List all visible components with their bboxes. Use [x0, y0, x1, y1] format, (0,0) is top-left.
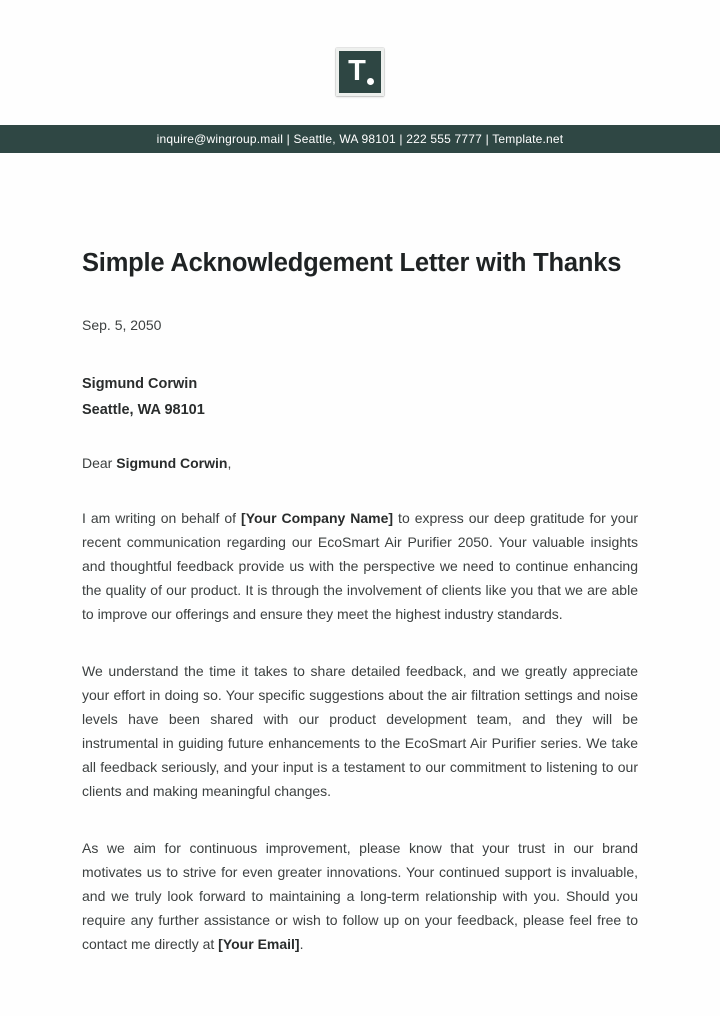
letter-body — [0, 249, 720, 1016]
letter-title: Simple Acknowledgement Letter with Thanks — [82, 249, 622, 277]
recipient-block — [82, 371, 638, 423]
salutation: Dear Sigmund Corwin, — [82, 455, 232, 472]
recipient-name: Sigmund Corwin — [82, 376, 198, 393]
logo-letter: T — [348, 54, 366, 87]
contact-line: inquire@wingroup.mail | Seattle, WA 98101 | 222 555 7777 | Template.net — [156, 132, 564, 146]
logo-dot-icon — [367, 78, 374, 85]
letter-paragraph-2: We understand the time it takes to share detailed feedback, and we greatly appreciate your effort in doing so. Your specific suggestions about the air filtration settings and noise levels have been shared with our product development team, and they will be instrumental in guiding future enhancements to the EcoSmart Air Purifier series. We take all feedback seriously, and your input is a testament to our commitment to listening to our clients and making meaningful changes. — [82, 663, 638, 800]
letter-paragraph-3: As we aim for continuous improvement, please know that your trust in our brand motivates us to strive for even greater innovations. Your continued support is invaluable, and we truly look forward to maintaining a long-term relationship with you. Should you require any further assistance or wish to follow up on your feedback, please feel free to contact me directly at [Your Email]. — [82, 840, 638, 953]
letterhead-top — [0, 0, 720, 125]
letterhead-contact-bar — [0, 125, 720, 153]
letter-date: Sep. 5, 2050 — [82, 317, 162, 334]
recipient-address: Seattle, WA 98101 — [82, 402, 205, 419]
template-logo — [336, 48, 384, 96]
letter-paragraph-1: I am writing on behalf of [Your Company Name] to express our deep gratitude for your recent communication regarding our EcoSmart Air Purifier 2050. Your valuable insights and thoughtful feedback provide us with the perspective we need to continue enhancing the quality of our product. It is through the involvement of clients like you that we are able to improve our offerings and ensure they meet the highest industry standards. — [82, 510, 639, 623]
